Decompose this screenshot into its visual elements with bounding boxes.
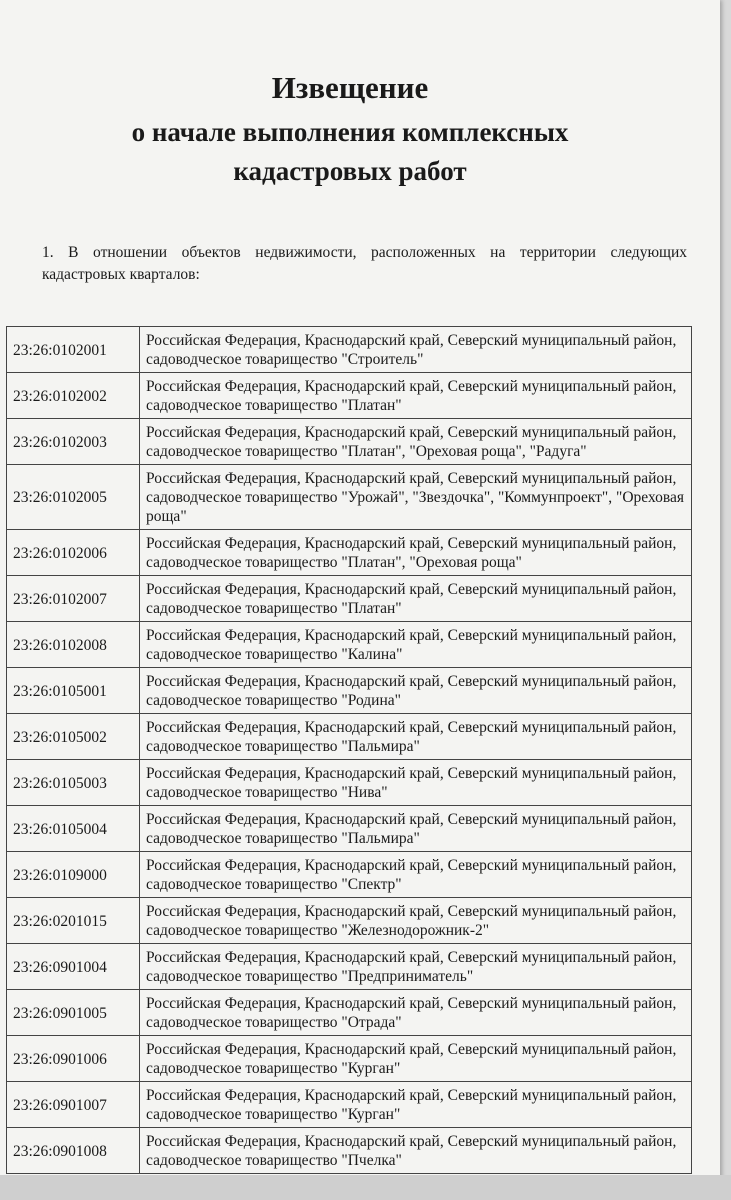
intro-paragraph: 1. В отношении объектов недвижимости, расположенных на территории следующих кадастровых кварталов:: [42, 244, 687, 283]
table-row: [7, 1082, 692, 1128]
cadastral-quarter-code: 23:26:0102006: [7, 530, 140, 576]
table-row: [7, 465, 692, 530]
notice-subtitle-line2: кадастровых работ: [233, 156, 467, 186]
cadastral-quarter-address: Российская Федерация, Краснодарский край, Северский муниципальный район, садоводческое товарищество "Курган": [140, 1082, 692, 1128]
cadastral-quarter-address: Российская Федерация, Краснодарский край, Северский муниципальный район, садоводческое товарищество "Пальмира": [140, 806, 692, 852]
cadastral-quarter-code: 23:26:0901005: [7, 990, 140, 1036]
cadastral-quarter-code: 23:26:0901006: [7, 1036, 140, 1082]
notice-title: Извещение: [271, 70, 429, 105]
table-row: [7, 327, 692, 373]
table-row: [7, 990, 692, 1036]
table-row: [7, 760, 692, 806]
cadastral-quarter-address: Российская Федерация, Краснодарский край, Северский муниципальный район, садоводческое товарищество "Платан": [140, 576, 692, 622]
cadastral-quarter-address: Российская Федерация, Краснодарский край, Северский муниципальный район, садоводческое товарищество "Пальмира": [140, 714, 692, 760]
cadastral-quarters-table: [6, 326, 692, 1174]
cadastral-quarter-address: Российская Федерация, Краснодарский край, Северский муниципальный район, садоводческое товарищество "Железнодорожник-2": [140, 898, 692, 944]
cadastral-quarter-code: 23:26:0105002: [7, 714, 140, 760]
cadastral-quarter-address: Российская Федерация, Краснодарский край, Северский муниципальный район, садоводческое товарищество "Урожай", "Звездочка", "Коммунпроект", "Ореховая роща": [140, 465, 692, 530]
cadastral-quarter-code: 23:26:0105004: [7, 806, 140, 852]
cadastral-quarter-address: Российская Федерация, Краснодарский край, Северский муниципальный район, садоводческое товарищество "Отрада": [140, 990, 692, 1036]
table-row: [7, 530, 692, 576]
cadastral-quarter-address: Российская Федерация, Краснодарский край, Северский муниципальный район, садоводческое товарищество "Калина": [140, 622, 692, 668]
cadastral-quarter-address: Российская Федерация, Краснодарский край, Северский муниципальный район, садоводческое товарищество "Платан": [140, 373, 692, 419]
cadastral-quarter-code: 23:26:0102005: [7, 465, 140, 530]
table-row: [7, 419, 692, 465]
cadastral-quarters-body: [7, 327, 692, 1174]
notice-subtitle-line1: о начале выполнения комплексных: [131, 117, 569, 147]
cadastral-quarter-code: 23:26:0102008: [7, 622, 140, 668]
table-row: [7, 1128, 692, 1174]
cadastral-quarter-code: 23:26:0102007: [7, 576, 140, 622]
table-row: [7, 806, 692, 852]
table-row: [7, 898, 692, 944]
cadastral-quarter-code: 23:26:0105003: [7, 760, 140, 806]
cadastral-quarter-address: Российская Федерация, Краснодарский край, Северский муниципальный район, садоводческое товарищество "Родина": [140, 668, 692, 714]
cadastral-quarter-code: 23:26:0901004: [7, 944, 140, 990]
cadastral-quarter-address: Российская Федерация, Краснодарский край, Северский муниципальный район, садоводческое товарищество "Предприниматель": [140, 944, 692, 990]
cadastral-quarter-code: 23:26:0102003: [7, 419, 140, 465]
cadastral-quarter-address: Российская Федерация, Краснодарский край, Северский муниципальный район, садоводческое товарищество "Нива": [140, 760, 692, 806]
cadastral-quarter-address: Российская Федерация, Краснодарский край, Северский муниципальный район, садоводческое товарищество "Платан", "Ореховая роща": [140, 530, 692, 576]
cadastral-quarter-code: 23:26:0109000: [7, 852, 140, 898]
cadastral-quarter-address: Российская Федерация, Краснодарский край, Северский муниципальный район, садоводческое товарищество "Платан", "Ореховая роща", "Радуга": [140, 419, 692, 465]
cadastral-quarter-code: 23:26:0102002: [7, 373, 140, 419]
table-row: [7, 1036, 692, 1082]
background-surface: [0, 1175, 731, 1200]
cadastral-quarter-code: 23:26:0102001: [7, 327, 140, 373]
table-row: [7, 622, 692, 668]
table-row: [7, 373, 692, 419]
cadastral-quarter-code: 23:26:0201015: [7, 898, 140, 944]
table-row: [7, 714, 692, 760]
cadastral-quarter-address: Российская Федерация, Краснодарский край, Северский муниципальный район, садоводческое товарищество "Строитель": [140, 327, 692, 373]
cadastral-quarter-address: Российская Федерация, Краснодарский край, Северский муниципальный район, садоводческое товарищество "Спектр": [140, 852, 692, 898]
cadastral-quarter-code: 23:26:0901008: [7, 1128, 140, 1174]
cadastral-quarter-code: 23:26:0105001: [7, 668, 140, 714]
table-row: [7, 944, 692, 990]
cadastral-quarter-code: 23:26:0901007: [7, 1082, 140, 1128]
cadastral-quarter-address: Российская Федерация, Краснодарский край, Северский муниципальный район, садоводческое товарищество "Курган": [140, 1036, 692, 1082]
table-row: [7, 576, 692, 622]
cadastral-quarter-address: Российская Федерация, Краснодарский край, Северский муниципальный район, садоводческое товарищество "Пчелка": [140, 1128, 692, 1174]
table-row: [7, 668, 692, 714]
table-row: [7, 852, 692, 898]
